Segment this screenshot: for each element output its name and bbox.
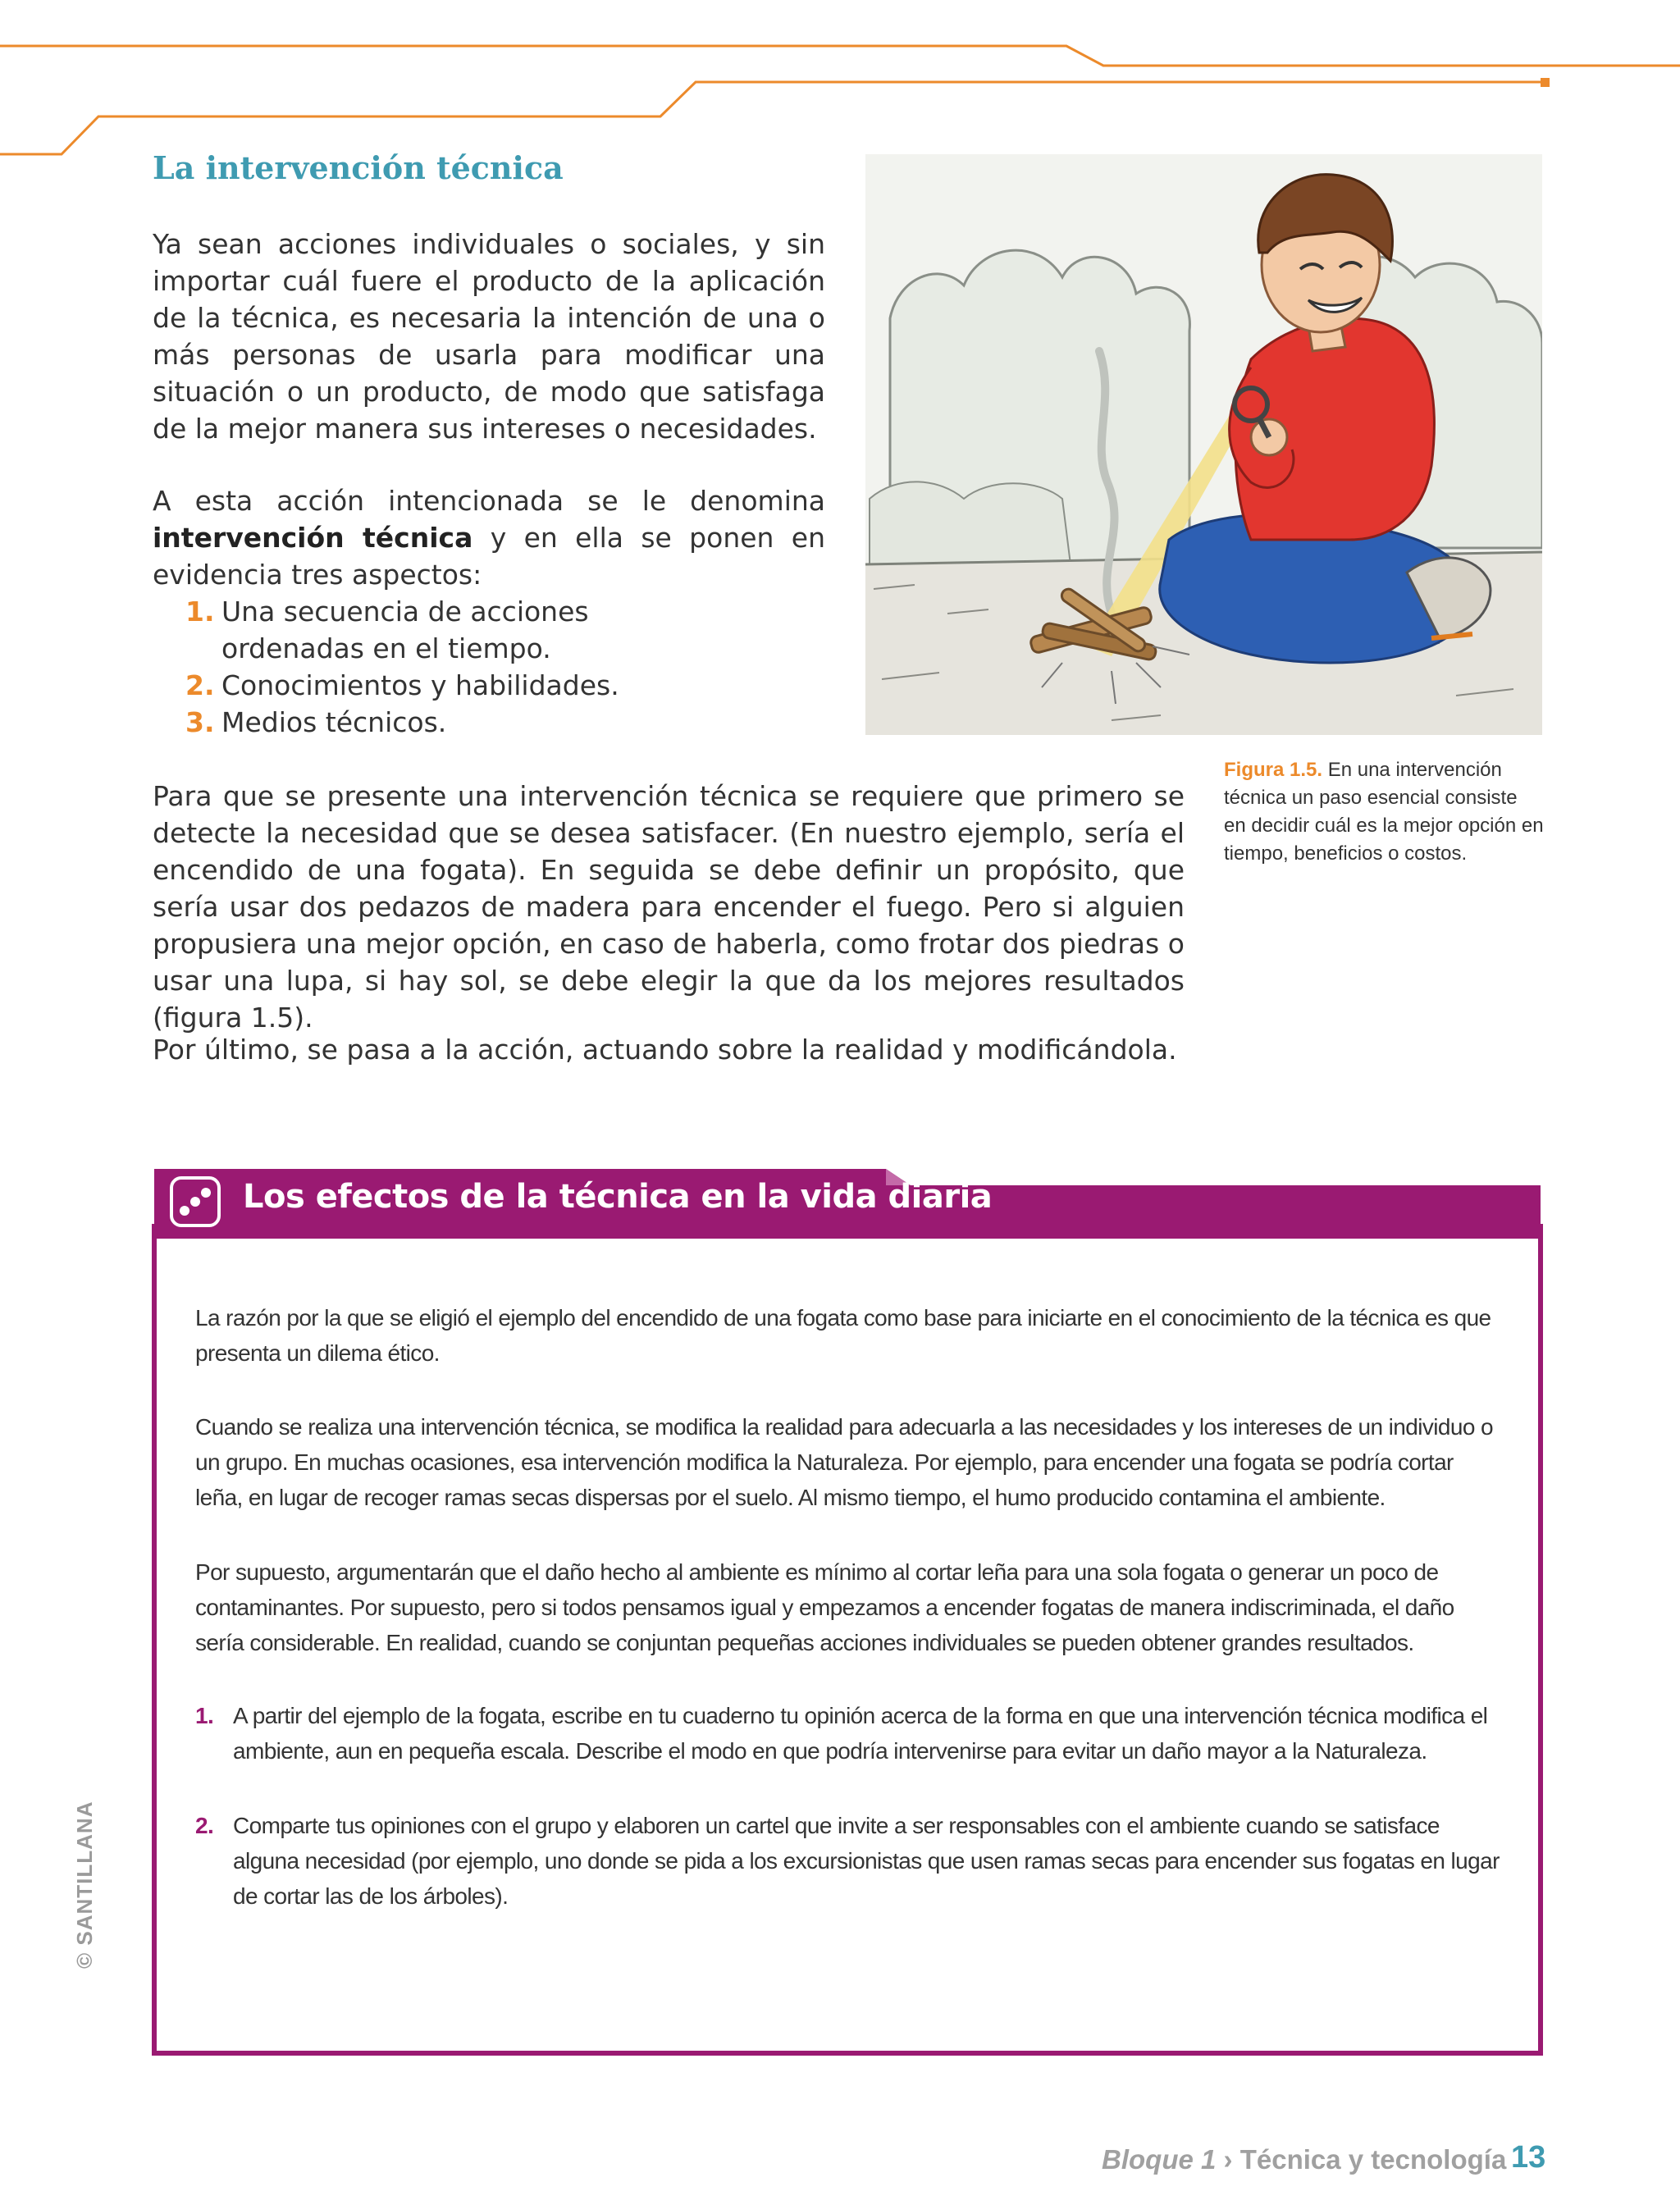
box-paragraph-3: Por supuesto, argumentarán que el daño hecho al ambiente es mínimo al cortar leña para una sola fogata o generar un poco de contaminantes. Por supuesto, pero si todos pensamos igual y empezamos a encender fogatas de manera indiscriminada, el daño sería considerable. En realidad, cuando se conjuntan pequeñas acciones individuales se pueden obtener grandes resultados.	[195, 1559, 1454, 1655]
activity-box-title: Los efectos de la técnica en la vida diaria	[243, 1178, 993, 1216]
copyright-notice: © SANTILLANA	[72, 1801, 97, 1969]
list-item	[185, 704, 825, 741]
list-number: 1.	[185, 596, 215, 628]
activity-number: 1.	[195, 1703, 214, 1728]
list-text: Una secuencia de acciones ordenadas en el tiempo.	[221, 596, 589, 664]
paragraph-1: Ya sean acciones individuales o sociales, y sin importar cuál fuere el producto de la aplicación de la técnica, es necesaria la intención de una o más personas de usarla para modificar una situación o un producto, de modo que satisfaga de la mejor manera sus intereses o necesidades.	[153, 228, 825, 445]
paragraph-2-post: y en ella se ponen en evidencia tres aspectos:	[153, 522, 826, 591]
figure-caption	[1224, 756, 1544, 868]
footer-bloque: Bloque 1	[1102, 2144, 1217, 2175]
paragraph-3: Para que se presente una intervención técnica se requiere que primero se detecte la necesidad que se desea satisfacer. (En nuestro ejemplo, sería el encendido de una fogata). En seguida se debe definir un propósito, que sería usar dos pedazos de madera para encender el fuego. Pero si alguien propusiera una mejor opción, en caso de haberla, como frotar dos piedras o usar una lupa, si hay sol, se debe elegir la que da los mejores resultados (figura 1.5).	[153, 780, 1185, 1034]
paragraph-2	[153, 482, 825, 593]
footer-separator: ›	[1223, 2144, 1233, 2175]
activity-item	[195, 1698, 1501, 1769]
page-number: 13	[1511, 2140, 1546, 2175]
aspects-list	[185, 593, 825, 741]
dice-icon	[168, 1175, 222, 1229]
box-paragraph-1: La razón por la que se eligió el ejemplo del encendido de una fogata como base para iniciarte en el conocimiento de la técnica es que presenta un dilema ético.	[195, 1305, 1491, 1366]
list-item	[185, 667, 825, 704]
list-number: 2.	[185, 669, 215, 701]
section-title: La intervención técnica	[153, 149, 564, 186]
paragraph-2-pre: A esta acción intencionada se le denomina	[153, 485, 825, 517]
header-decoration	[0, 0, 1680, 164]
list-number: 3.	[185, 706, 215, 738]
paragraph-4: Por último, se pasa a la acción, actuando sobre la realidad y modificándola.	[153, 1034, 1177, 1066]
activity-text: Comparte tus opiniones con el grupo y elaboren un cartel que invite a ser responsables con el ambiente cuando se satisface alguna necesidad (por ejemplo, uno donde se pida a los excursionistas que usen ramas secas para encender sus fogatas en lugar de cortar las de los árboles).	[233, 1813, 1500, 1909]
activities-list	[195, 1698, 1501, 1953]
figure-label: Figura 1.5.	[1224, 759, 1323, 781]
footer-breadcrumb	[1102, 2144, 1506, 2175]
list-text: Conocimientos y habilidades.	[221, 669, 619, 701]
list-text: Medios técnicos.	[221, 706, 447, 738]
activity-number: 2.	[195, 1813, 214, 1838]
term-intervencion-tecnica: intervención técnica	[153, 522, 473, 554]
figure-caption-text: En una intervención técnica un paso esencial consiste en decidir cuál es la mejor opción en tiempo, beneficios o costos.	[1224, 759, 1544, 865]
figure-illustration	[865, 154, 1542, 735]
list-item	[185, 593, 825, 667]
footer-tema: Técnica y tecnología	[1239, 2144, 1507, 2175]
activity-item	[195, 1808, 1501, 1914]
box-paragraph-2: Cuando se realiza una intervención técnica, se modifica la realidad para adecuarla a las necesidades y los intereses de un individuo o un grupo. En muchas ocasiones, esa intervención modifica la Naturaleza. Por ejemplo, para encender una fogata se podría cortar leña, en lugar de recoger ramas secas dispersas por el suelo. Al mismo tiempo, el humo producido contamina el ambiente.	[195, 1414, 1493, 1510]
activity-text: A partir del ejemplo de la fogata, escribe en tu cuaderno tu opinión acerca de la forma en que una intervención técnica modifica el ambiente, aun en pequeña escala. Describe el modo en que podría intervenirse para evitar un daño mayor a la Naturaleza.	[233, 1703, 1488, 1764]
